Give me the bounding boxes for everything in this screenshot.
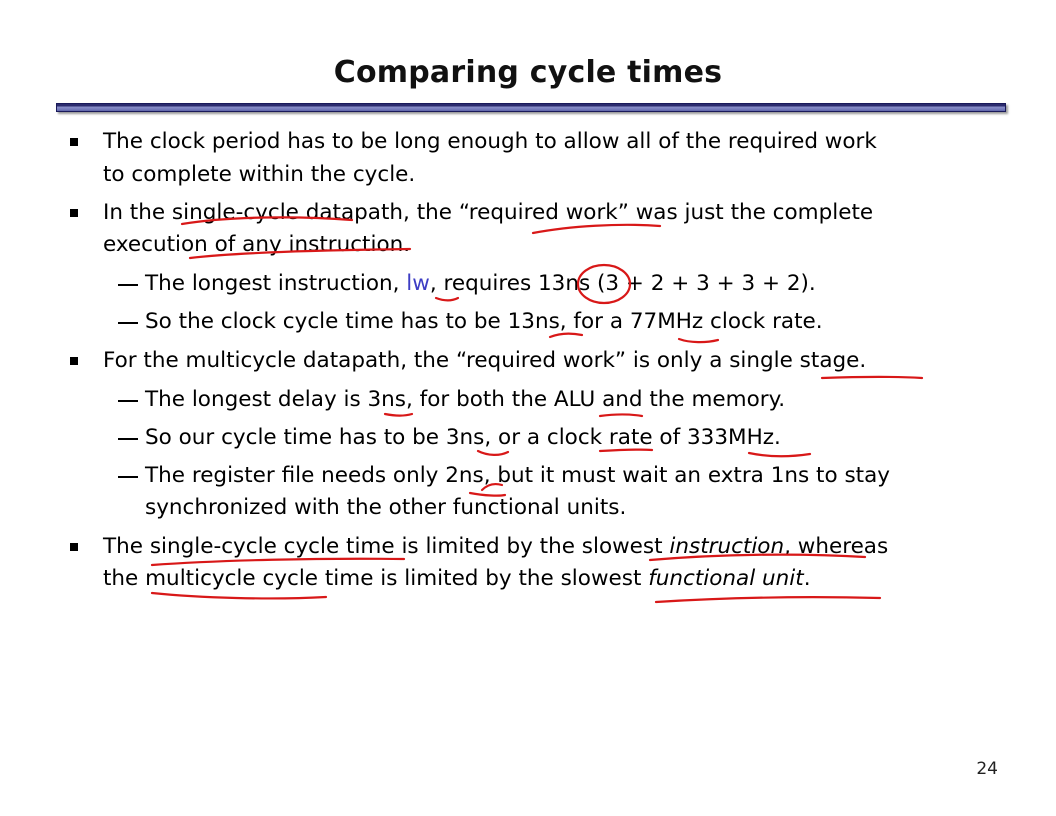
bullet-4-line-1: [103, 532, 888, 562]
bullet-2-sub-1: [145, 269, 816, 299]
sub-bullet-dash: [118, 476, 138, 478]
bullet-2-line-1: In the single-cycle datapath, the “required work” was just the complete: [103, 200, 874, 225]
bullet-4-line-1-pre: The single-cycle cycle time is limited by the slowest: [103, 534, 670, 559]
bullet-marker: [70, 138, 78, 146]
bullet-3-sub-3-line-2: synchronized with the other functional units.: [145, 495, 627, 520]
page-number: 24: [976, 759, 998, 779]
bullet-4-line-2-pre: the multicycle cycle time is limited by the slowest: [103, 566, 649, 591]
slide-title: Comparing cycle times: [333, 55, 723, 90]
bullet-4-emphasis-functional-unit: functional unit: [648, 566, 804, 591]
bullet-3-line-1: For the multicycle datapath, the “required work” is only a single stage.: [103, 348, 867, 373]
bullet-4-line-2: [103, 564, 811, 594]
bullet-3-sub-3-line-1: The register file needs only 2ns, but it must wait an extra 1ns to stay: [145, 463, 890, 488]
sub-bullet-dash: [118, 438, 138, 440]
sub-bullet-dash: [118, 400, 138, 402]
sub-bullet-dash: [118, 284, 138, 286]
bullet-1-line-2: to complete within the cycle.: [103, 162, 416, 187]
bullet-4-line-2-post: .: [803, 566, 811, 591]
bullet-4-emphasis-instruction: instruction: [669, 534, 785, 559]
bullet-2-sub-1-pre: The longest instruction,: [145, 271, 407, 296]
lw-instruction-code: lw: [406, 271, 430, 296]
bullet-marker: [70, 543, 78, 551]
bullet-marker: [70, 209, 78, 217]
bullet-1-line-1: The clock period has to be long enough to allow all of the required work: [103, 129, 877, 154]
sub-bullet-dash: [118, 322, 138, 324]
bullet-2-sub-2: So the clock cycle time has to be 13ns, for a 77MHz clock rate.: [145, 309, 823, 334]
bullet-4-line-1-post: , whereas: [784, 534, 889, 559]
bullet-3-sub-2: So our cycle time has to be 3ns, or a clock rate of 333MHz.: [145, 425, 781, 450]
bullet-2-sub-1-post: , requires 13ns (3 + 2 + 3 + 3 + 2).: [429, 271, 816, 296]
bullet-3-sub-1: The longest delay is 3ns, for both the ALU and the memory.: [145, 387, 786, 412]
bullet-marker: [70, 357, 78, 365]
bullet-2-line-2: execution of any instruction.: [103, 232, 411, 257]
